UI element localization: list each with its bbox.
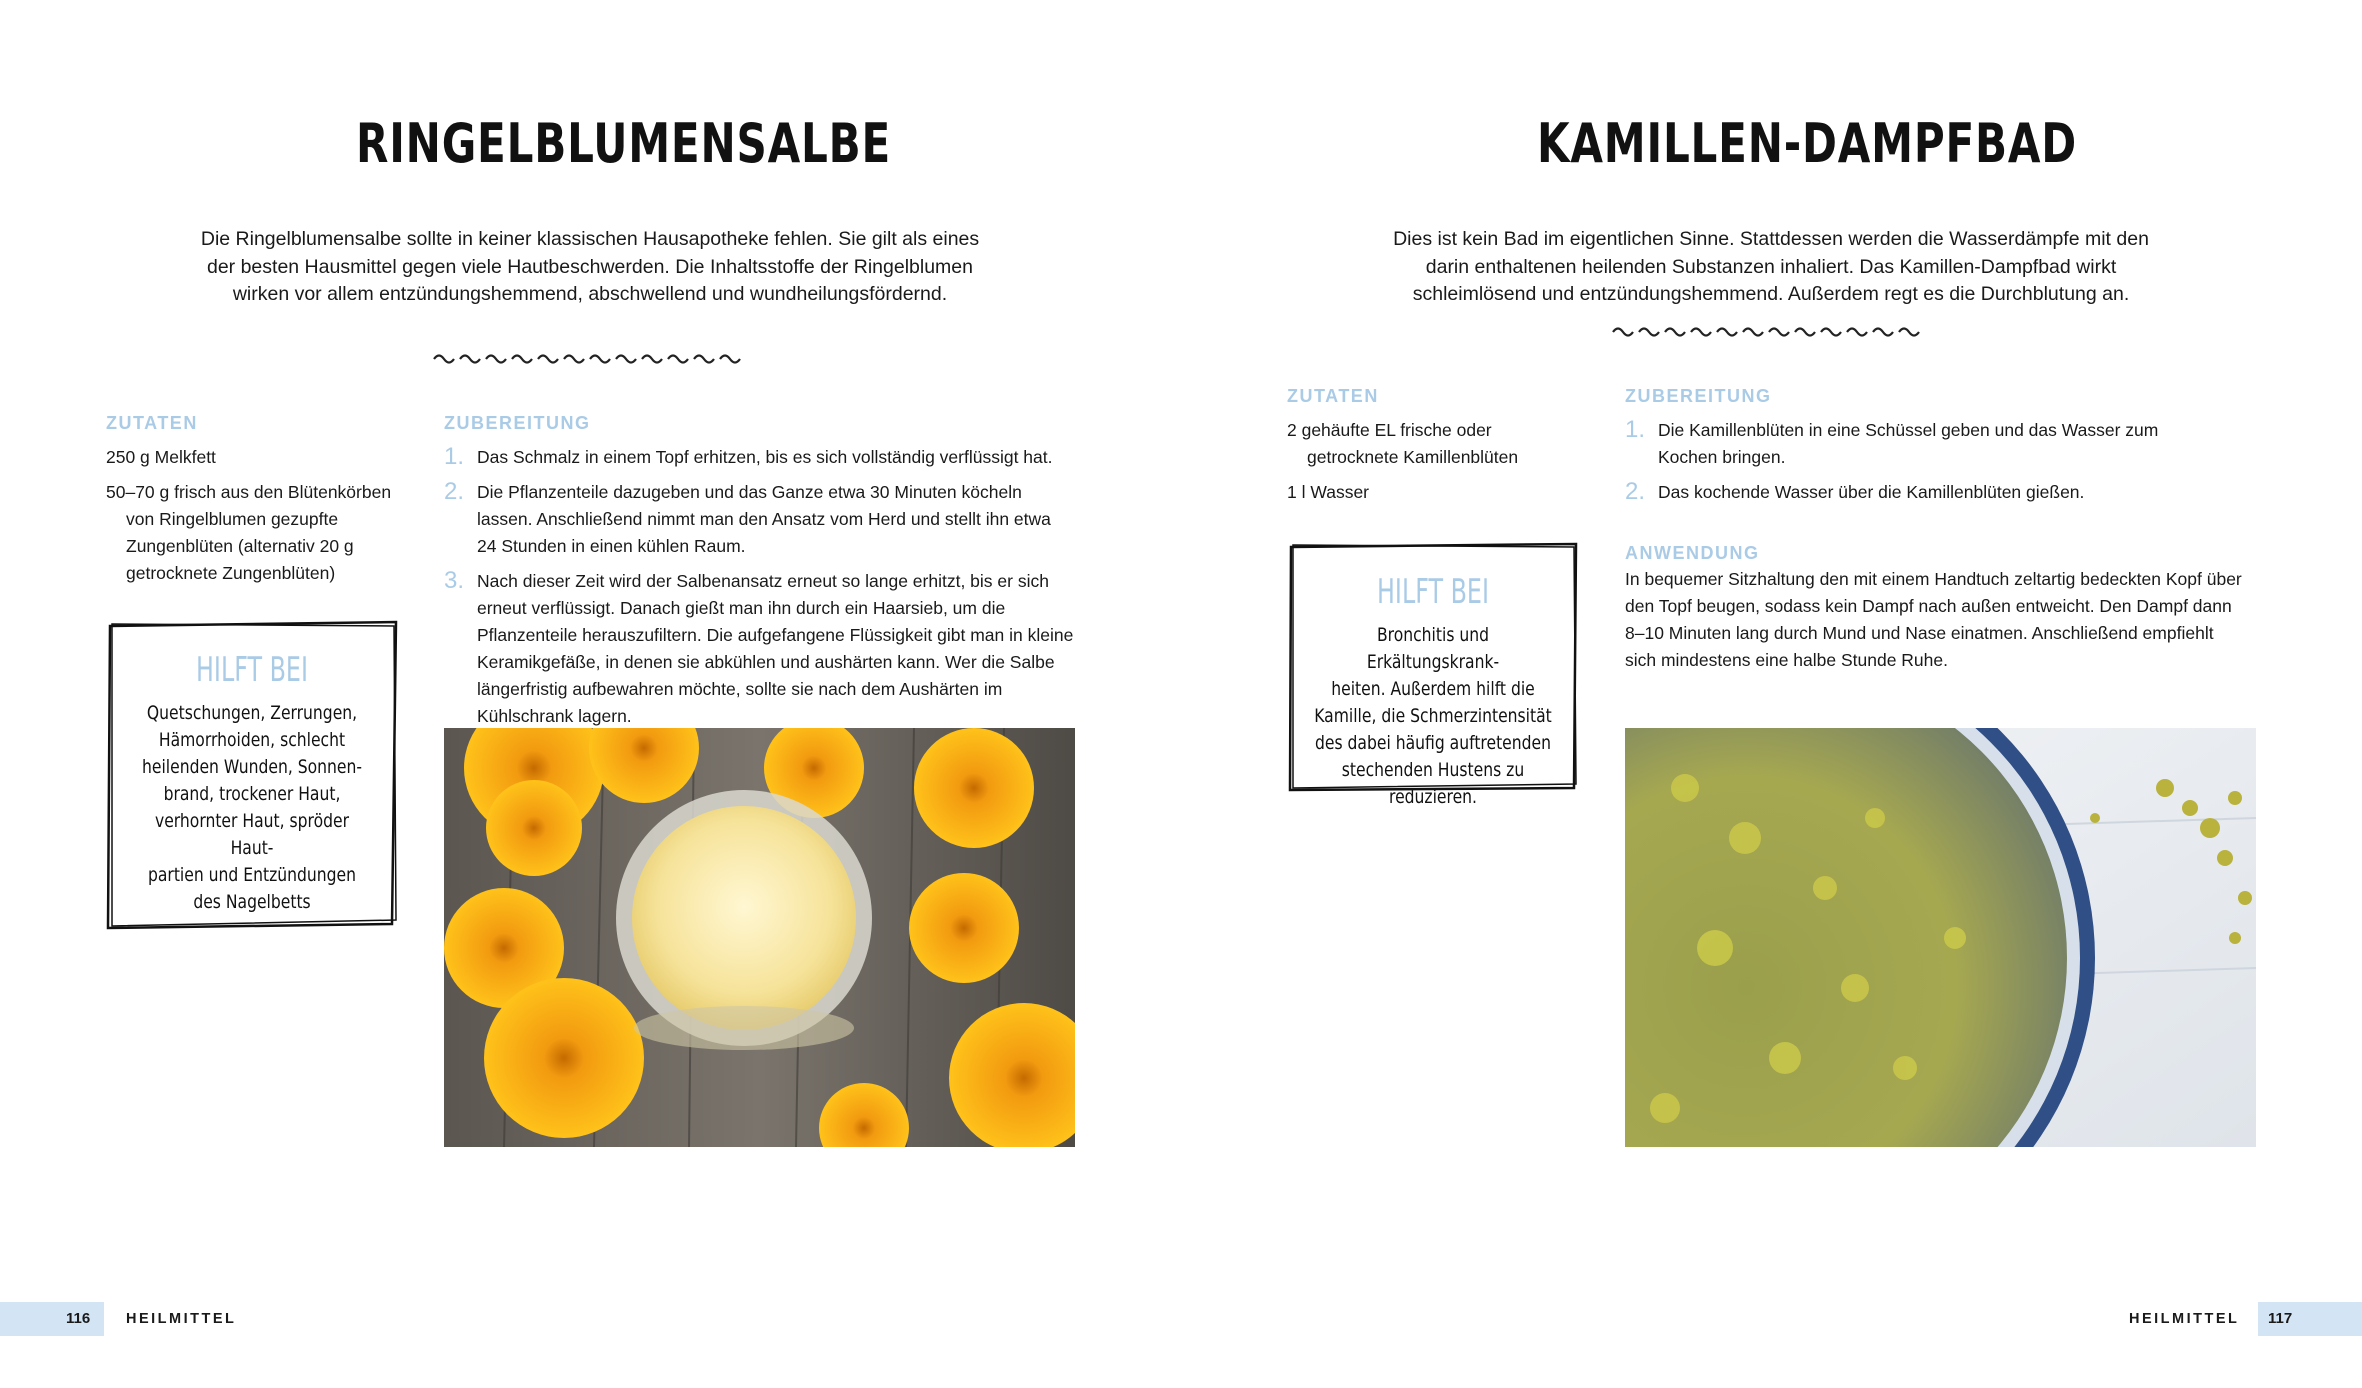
step-text: Die Pflanzenteile dazugeben und das Ganze etwa 30 Minuten köcheln lassen. Anschließend nimmt man den Ansatz vom Herd und stellt ihn etwa 24 Stunden in einen kühlen Raum. [477,482,1051,556]
hilft-line: heilenden Wunden, Sonnen- [142,756,362,778]
anwendung-text: In bequemer Sitzhaltung den mit einem Handtuch zeltartig bedeckten Kopf über den Topf beugen, sodass kein Dampf nach außen entweicht. Den Dampf dann 8–10 Minuten lang durch Mund und Nase einatmen. Anschließend empfiehlt sich mindestens eine halbe Stunde Ruhe. [1625,569,2242,670]
hilft-bei-text [1314,622,1552,811]
step-item [444,568,1074,730]
intro-paragraph [1361,226,2181,309]
ingredient-item: 1 l Wasser [1287,482,1370,502]
step-text: Das kochende Wasser über die Kamillenblüten gießen. [1658,482,2085,502]
intro-line: der besten Hausmittel gegen viele Hautbeschwerden. Die Inhaltsstoffe der Ringelblumen [206,255,973,278]
zubereitung-heading: ZUBEREITUNG [1625,386,1772,406]
ingredient-item: 250 g Melkfett [106,447,216,467]
chamomile-bowl-photo [1625,728,2256,1147]
hilft-line: des Nagelbetts [193,891,311,913]
intro-line: wirken vor allem entzündungshemmend, abschwellend und wundheilungsfördernd. [232,283,948,305]
hilft-line: partien und Entzündungen [147,864,357,886]
ingredient-item: 2 gehäufte EL frische oder getrocknete Kamillenblüten [1287,420,1519,467]
section-label: HEILMITTEL [126,1311,237,1327]
step-text: Nach dieser Zeit wird der Salbenansatz erneut so lange erhitzt, bis er sich erneut verflüssigt. Danach gießt man ihn durch ein Haarsieb, um die Pflanzenteile herauszufiltern. Die aufgefangene Flüssigkeit gibt man in kleine Keramikgefäße, in denen sie abkühlen und aushärten kann. Wer die Salbe längerfristig aufbewahren möchte, sollte sie nach dem Aushärten im Kühlschrank lagern. [477,571,1074,726]
step-number: 2. [444,478,465,505]
step-number: 3. [444,567,465,594]
step-number: 1. [444,443,465,470]
step-item [444,444,1074,471]
intro-paragraph [180,226,1000,309]
section-label: HEILMITTEL [2129,1311,2240,1327]
step-item [1625,417,2205,471]
hilft-bei-text [132,700,371,916]
hilft-bei-title: HILFT BEI [196,650,308,690]
step-item [444,479,1074,560]
intro-line: schleimlösend und entzündungshemmend. Außerdem regt es die Durchblutung an. [1412,283,2130,305]
hilft-line: des dabei häufig auftretenden [1314,732,1552,754]
step-number: 2. [1625,478,1646,505]
calendula-salve-photo [444,728,1075,1147]
hilft-line: Quetschungen, Zerrungen, [146,702,358,724]
page-title: KAMILLEN-DAMPFBAD [1537,112,2078,175]
hilft-line: stechenden Hustens zu reduzieren. [1341,759,1525,808]
hilft-line: heiten. Außerdem hilft die [1331,678,1535,700]
step-item [1625,479,2205,506]
ornament-divider [1611,323,1929,339]
hilft-line: brand, trockener Haut, [163,783,341,805]
zubereitung-steps [1625,417,2205,514]
intro-line: darin enthaltenen heilenden Substanzen inhaliert. Das Kamillen-Dampfbad wirkt [1425,255,2117,278]
step-text: Die Kamillenblüten in eine Schüssel geben und das Wasser zum Kochen bringen. [1658,420,2159,467]
right-page [1181,0,2362,1388]
hilft-bei-box [106,620,398,930]
zubereitung-heading: ZUBEREITUNG [444,413,591,433]
step-number: 1. [1625,416,1646,443]
intro-line: Dies ist kein Bad im eigentlichen Sinne. Stattdessen werden die Wasserdämpfe mit den [1393,228,2149,250]
zubereitung-steps [444,444,1074,738]
hilft-line: Kamille, die Schmerzintensität [1314,705,1552,727]
zutaten-heading: ZUTATEN [1287,386,1379,406]
zutaten-heading: ZUTATEN [106,413,198,433]
anwendung-heading: ANWENDUNG [1625,543,1760,563]
step-text: Das Schmalz in einem Topf erhitzen, bis es sich vollständig verflüssigt hat. [477,447,1053,467]
page-title: RINGELBLUMENSALBE [356,112,892,175]
ingredient-item: 50–70 g frisch aus den Blütenkörben von Ringelblumen gezupfte Zungenblüten (alternativ 20 g getrocknete Zungenblüten) [106,482,392,583]
hilft-bei-title: HILFT BEI [1377,572,1489,612]
hilft-line: Hämorrhoiden, schlecht [158,729,346,751]
hilft-line: Bronchitis und Erkältungskrank- [1366,624,1500,673]
ornament-divider [432,350,750,366]
hilft-bei-box [1288,542,1578,808]
page-number: 116 [66,1310,91,1327]
hilft-line: verhornter Haut, spröder Haut- [154,810,350,859]
zutaten-list [106,444,406,595]
intro-line: Die Ringelblumensalbe sollte in keiner klassischen Hausapotheke fehlen. Sie gilt als eines [200,228,980,250]
page-number: 117 [2268,1310,2293,1327]
zutaten-list [1287,417,1577,514]
